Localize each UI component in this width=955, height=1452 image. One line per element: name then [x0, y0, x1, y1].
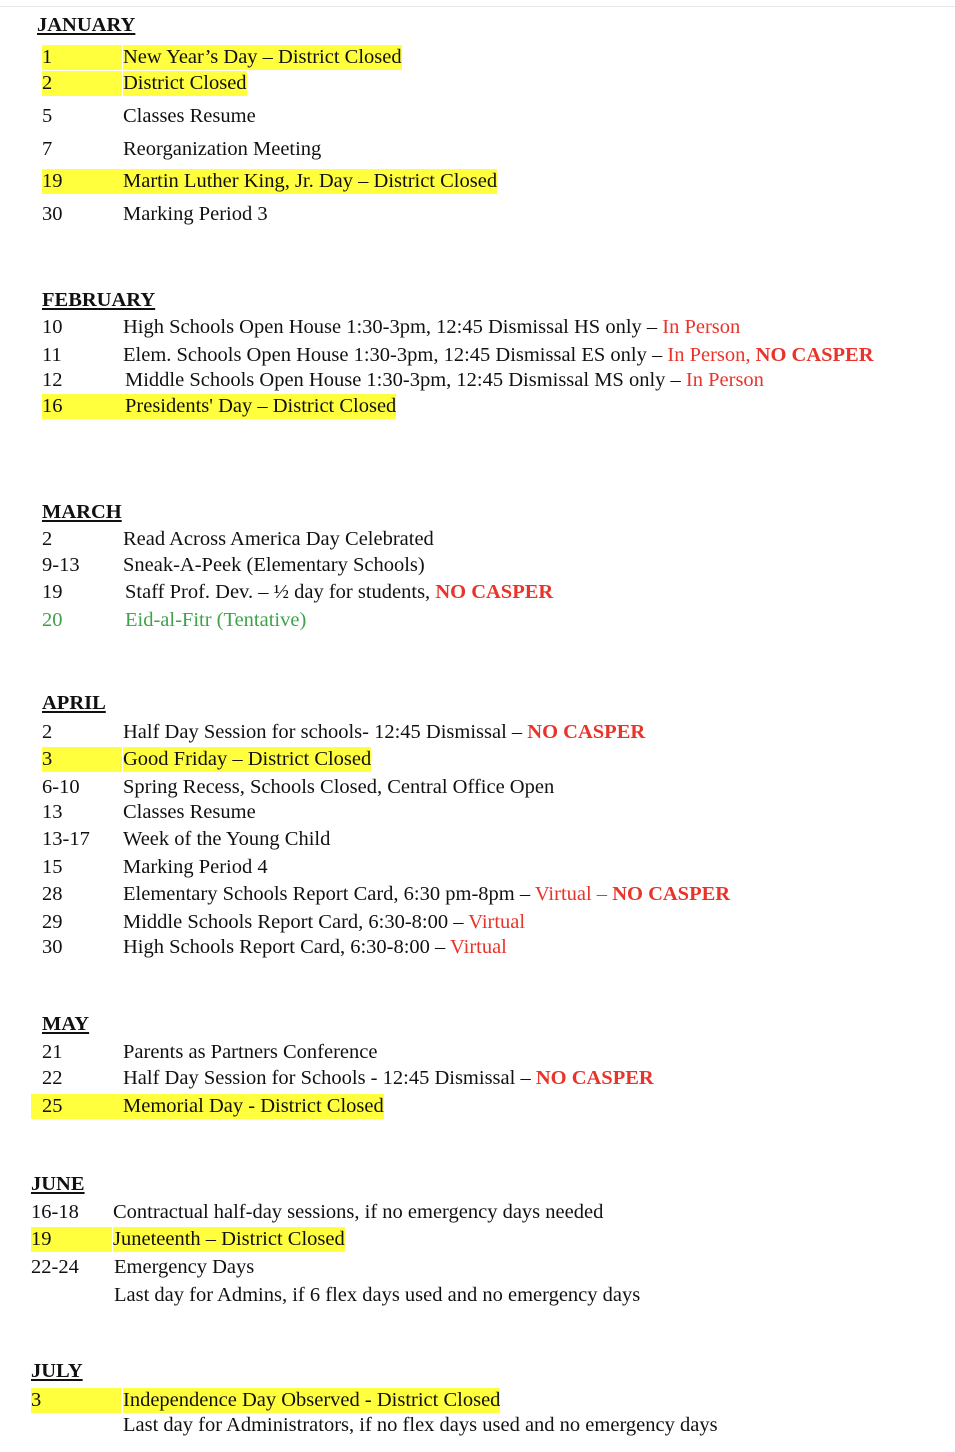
- event-date: 22: [42, 1067, 63, 1089]
- event-text: High Schools Open House 1:30-3pm, 12:45 Dismissal HS only – In Person: [123, 316, 741, 338]
- event-text: Memorial Day - District Closed: [123, 1095, 384, 1117]
- event-date: 3: [31, 1388, 121, 1413]
- event-date: 7: [42, 138, 53, 160]
- event-date: 16: [42, 394, 125, 419]
- event-format-note: Virtual: [450, 936, 507, 958]
- event-date: 28: [42, 883, 63, 905]
- event-text: Middle Schools Report Card, 6:30-8:00 – Virtual: [123, 911, 526, 933]
- event-date: 2: [42, 721, 53, 743]
- event-date: 25: [31, 1094, 123, 1119]
- event-date: 11: [42, 344, 62, 366]
- event-text: Parents as Partners Conference: [123, 1041, 378, 1063]
- event-text: District Closed: [123, 72, 247, 94]
- event-text: Middle Schools Open House 1:30-3pm, 12:45 Dismissal MS only – In Person: [125, 369, 764, 391]
- event-text: High Schools Report Card, 6:30-8:00 – Virtual: [123, 936, 507, 958]
- event-format-note: In Person: [685, 369, 764, 391]
- event-date: 29: [42, 911, 63, 933]
- event-text: Classes Resume: [123, 801, 256, 823]
- event-date: 2: [42, 71, 122, 96]
- event-date: 15: [42, 856, 63, 878]
- event-text: Half Day Session for schools- 12:45 Dismissal – NO CASPER: [123, 721, 646, 743]
- no-casper-note: NO CASPER: [612, 883, 731, 905]
- no-casper-note: NO CASPER: [755, 344, 874, 366]
- event-text: Independence Day Observed - District Closed: [123, 1389, 501, 1411]
- event-text: Martin Luther King, Jr. Day – District Closed: [123, 170, 498, 192]
- event-date: 10: [42, 316, 63, 338]
- event-text: Eid-al-Fitr (Tentative): [125, 609, 307, 631]
- month-heading-may: MAY: [42, 1013, 90, 1035]
- month-heading-june: JUNE: [31, 1173, 85, 1195]
- month-heading-march: MARCH: [42, 501, 122, 523]
- event-text: Elem. Schools Open House 1:30-3pm, 12:45 Dismissal ES only – In Person, NO CASPER: [123, 344, 874, 366]
- event-text: Week of the Young Child: [123, 828, 331, 850]
- no-casper-note: NO CASPER: [435, 581, 554, 603]
- event-date: 6-10: [42, 776, 80, 798]
- event-date: 19: [42, 169, 123, 194]
- event-text: Marking Period 4: [123, 856, 268, 878]
- month-heading-february: FEBRUARY: [42, 289, 156, 311]
- event-date: 12: [42, 369, 63, 391]
- event-text: Contractual half-day sessions, if no emergency days needed: [113, 1201, 604, 1223]
- month-heading-july: JULY: [31, 1360, 83, 1382]
- event-text: Staff Prof. Dev. – ½ day for students, NO CASPER: [125, 581, 554, 603]
- event-text: Good Friday – District Closed: [123, 748, 372, 770]
- event-text: Half Day Session for Schools - 12:45 Dismissal – NO CASPER: [123, 1067, 654, 1089]
- no-casper-note: NO CASPER: [527, 721, 646, 743]
- event-format-note: In Person: [662, 316, 741, 338]
- event-date: 3: [42, 747, 122, 772]
- event-date: 13-17: [42, 828, 90, 850]
- event-date: 21: [42, 1041, 63, 1063]
- event-date: 22-24: [31, 1256, 79, 1278]
- event-text: Elementary Schools Report Card, 6:30 pm-8pm – Virtual – NO CASPER: [123, 883, 731, 905]
- month-heading-april: APRIL: [42, 692, 106, 714]
- event-date: 30: [42, 936, 63, 958]
- event-text: Presidents' Day – District Closed: [125, 395, 397, 417]
- event-date: 5: [42, 105, 53, 127]
- event-text: Emergency Days: [114, 1256, 255, 1278]
- month-heading-january: JANUARY: [37, 14, 136, 36]
- event-text: Reorganization Meeting: [123, 138, 322, 160]
- event-text: New Year’s Day – District Closed: [123, 46, 402, 68]
- event-text: Last day for Admins, if 6 flex days used and no emergency days: [114, 1284, 641, 1306]
- event-date: 20: [42, 609, 63, 631]
- event-date: 16-18: [31, 1201, 79, 1223]
- event-format-note: Virtual: [468, 911, 526, 933]
- event-text: Marking Period 3: [123, 203, 268, 225]
- event-date: 19: [31, 1227, 112, 1252]
- event-text: Sneak-A-Peek (Elementary Schools): [123, 554, 425, 576]
- event-date: 13: [42, 801, 63, 823]
- event-text: Juneteenth – District Closed: [113, 1228, 345, 1250]
- event-text: Read Across America Day Celebrated: [123, 528, 434, 550]
- event-date: 30: [42, 203, 63, 225]
- event-date: 1: [42, 45, 122, 70]
- no-casper-note: NO CASPER: [535, 1067, 654, 1089]
- event-text: Last day for Administrators, if no flex days used and no emergency days: [123, 1414, 718, 1436]
- event-date: 19: [42, 581, 63, 603]
- event-text: Classes Resume: [123, 105, 256, 127]
- event-date: 9-13: [42, 554, 80, 576]
- event-format-note: Virtual –: [534, 883, 613, 905]
- event-format-note: In Person,: [667, 344, 756, 366]
- event-text: Spring Recess, Schools Closed, Central Office Open: [123, 776, 555, 798]
- event-date: 2: [42, 528, 53, 550]
